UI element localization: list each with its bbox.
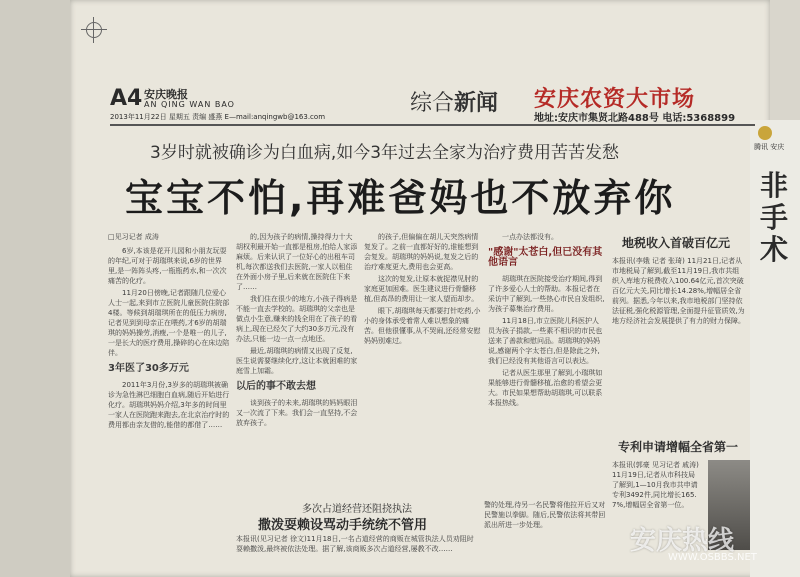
watermark: 安庆热线 [630, 526, 735, 556]
article-column-1 [108, 232, 230, 522]
paragraph: 2011年3月份,3岁多的胡瑞琪被确诊为急性淋巴细胞白血病,随后开始进行化疗。胡瑞琪妈妈介绍,3年多的时间里一家人在医院跑来跑去,在北京治疗时的费用都由亲友借的,能借的都借了…… [108, 381, 230, 429]
registration-mark-icon [86, 22, 102, 38]
side-body-patent: 本报讯(郭豪 见习记者 戚涛)11月19日,记者从市科技局了解到,1—10月我市共申请专利3492件,同比增长165.7%,增幅居全省第一位。 [612, 461, 699, 509]
article-column-2 [236, 232, 358, 498]
adjacent-badge [752, 120, 800, 160]
paragraph: 的孩子,但偏偏在胡儿天突然病情复发了。之前一直都好好的,谁能想到会复发。胡瑞琪的妈妈说,复发之后的治疗难度更大,费用也会更高。 [364, 233, 479, 271]
paragraph: 11月18日,市立医院儿科医护人员为孩子捐款,一些素不相识的市民也送来了善款和慰问品。胡瑞琪的妈妈说,感谢两个字太苍白,但是除此之外,我们已经没有其他语言可以表达。 [488, 317, 603, 365]
side-headline-tax: 地税收入首破百亿元 [622, 236, 731, 250]
paragraph: 眼下,胡瑞琪每天都要打针吃药,小小的身体承受着常人难以想象的痛苦。但他很懂事,从不哭闹,还经常安慰妈妈别难过。 [364, 307, 481, 345]
masthead [110, 82, 750, 122]
watermark-url: WWW.OSBBS.NET [668, 552, 757, 563]
paragraph: 谈到孩子的未来,胡瑞琪的妈妈眼泪又一次流了下来。我们会一直坚持,不会放弃孩子。 [236, 399, 358, 427]
subhead: 以后的事不敢去想 [236, 381, 316, 392]
paragraph: 我们住在很少的地方,小孩子得病是不能一直去学校的。胡瑞琪的父亲也是做点小生意,赚来的钱全用在了孩子的看病上,现在已经欠了大约30多万元,没有办法,只能一边一点一点地还。 [236, 295, 358, 343]
article-kicker: 3岁时就被确诊为白血病,如今3年过去全家为治疗费用苦苦发愁 [150, 143, 620, 163]
section-name [410, 86, 498, 117]
side-body-tax: 本报讯(李娥 记者 张琦) 11月21日,记者从市地税局了解到,截至11月19日,我市共组织入库地方税费收入100.64亿元,首次突破百亿元大关,同比增长14.28%,增幅居全省前列。据悉,今年以来,我市地税部门坚持依法征税,强化税源管理,全面提升征管质效,为地方经济社会发展提供了有力的财力保障。 [612, 257, 745, 325]
ad-banner [530, 82, 752, 124]
paragraph: 这次的复发,让原本就捉襟见肘的家庭更加困难。医生建议进行骨髓移植,但高昂的费用让一家人望而却步。 [364, 275, 479, 303]
scan-left-margin [0, 0, 70, 577]
issue-line: 2013年11月22日 星期五 责编 盛燕 E—mail:anqingwb@163.com [110, 113, 326, 121]
brief-kicker: 多次占道经营还阻挠执法 [302, 504, 412, 515]
ad-title: 安庆农资大市场 [534, 87, 696, 112]
ad-address: 地址:安庆市集贤北路488号 电话:5368899 [534, 113, 736, 124]
paper-pinyin: AN QING WAN BAO [144, 100, 235, 109]
byline: □见习记者 成涛 [108, 233, 159, 241]
logo-icon [758, 126, 772, 140]
brief-headline: 撒泼耍赖设骂动手统统不管用 [258, 518, 428, 533]
article-column-4 [488, 232, 606, 498]
section-bold: 新闻 [454, 91, 499, 116]
paragraph: 6岁,本该是花开儿园和小朋友玩耍的年纪,可对于胡瑞琪来说,6岁的世界里,是一阵阵头疼,一瓶瓶药水,和一次次痛苦的化疗。 [108, 247, 227, 285]
adjacent-headline: 非手术 [760, 169, 789, 266]
subhead: "感谢"太苍白,但已没有其他语言 [488, 247, 603, 268]
page-number: A4 [110, 86, 143, 111]
section-light: 综合 [410, 91, 455, 116]
paragraph: 的,因为孩子的病情,操持得力十大胡权利最开始一直都是租房,怕给人家添麻烦。后来认识了一位好心的出租车司机,每次都送我们去医院,一家人以租住在外面小房子里,后来就在医院住下来了…… [236, 233, 358, 291]
article-headline: 宝宝不怕,再难爸妈也不放弃你 [125, 176, 676, 220]
side-headline-patent: 专利申请增幅全省第一 [618, 440, 739, 454]
brief-body: 本报讯(见习记者 徐文)11月18日,一名占道经营的商贩在城管执法人员劝阻时耍赖撒泼,最终被依法处理。据了解,该商贩多次占道经营,屡教不改…… [236, 535, 474, 553]
paragraph: 最近,胡瑞琪的病情又出现了反复,医生说需要继续化疗,这让本就困难的家庭雪上加霜。 [236, 347, 358, 375]
subhead: 3年医了30多万元 [108, 363, 189, 374]
paper-name: 安庆晚报 [144, 88, 188, 101]
masthead-rule [110, 124, 755, 126]
badge-text: 腾讯 安庆 [754, 143, 785, 151]
brief-continuation: 警的处理,待另一名民警将他拉开后又对民警施以拳脚。随后,民警依法将其带回派出所进一步处理。 [484, 501, 606, 529]
article-column-3 [364, 232, 482, 498]
paragraph: 一点办法都没有。 [502, 233, 558, 241]
paragraph: 胡瑞琪在医院接受治疗期间,得到了许多爱心人士的帮助。本报记者在采访中了解到,一些热心市民自发组织,为孩子募集治疗费用。 [488, 275, 605, 313]
paragraph: 11月20日傍晚,记者跟随几位爱心人士一起,来到市立医院儿童医院住院部4楼。等候到胡瑞琪所在的低压力病房,记者见到到母亲正在喂药,才6岁的胡瑞琪的妈妈操劳,消瘦,一个是唯一的儿子,一是长大的医疗费用,操碎的心在床边陪伴。 [108, 289, 230, 357]
paragraph: 记者从医生那里了解到,小瑞琪如果能够进行骨髓移植,治愈的希望会更大。市民如果想帮助胡瑞琪,可以联系本报热线。 [488, 369, 603, 407]
